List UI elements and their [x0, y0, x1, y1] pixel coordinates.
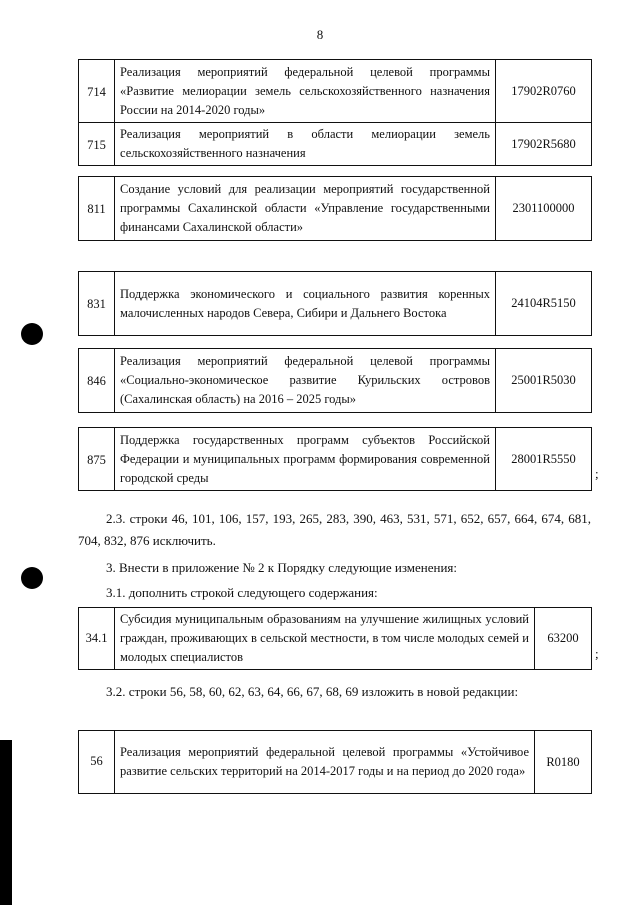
- row-number: 875: [79, 428, 115, 491]
- row-code: 17902R0760: [496, 60, 592, 123]
- punch-hole: [21, 323, 43, 345]
- table-row: [79, 177, 592, 241]
- row-number: 56: [79, 731, 115, 794]
- paragraph-3: 3. Внести в приложение № 2 к Порядку следующие изменения:: [106, 560, 457, 575]
- budget-table-846: [78, 348, 592, 413]
- table-row: [79, 349, 592, 413]
- row-code: 17902R5680: [496, 123, 592, 166]
- row-text: Реализация мероприятий в области мелиорации земель сельскохозяйственного назначения: [115, 123, 496, 166]
- semicolon: ;: [595, 466, 599, 481]
- row-text: Субсидия муниципальным образованиям на улучшение жилищных условий граждан, проживающих в сельской местности, в том числе молодых семей и молодых специалистов: [115, 608, 535, 670]
- paragraph-3-1: 3.1. дополнить строкой следующего содержания:: [106, 585, 378, 600]
- row-code: 2301100000: [496, 177, 592, 241]
- row-number: 714: [79, 60, 115, 123]
- row-code: 63200: [535, 608, 592, 670]
- punch-hole: [21, 567, 43, 589]
- budget-table-831: [78, 271, 592, 336]
- row-code: 24104R5150: [496, 272, 592, 336]
- row-text: Создание условий для реализации мероприятий государственной программы Сахалинской области «Управление государственными финансами Сахалинской области»: [115, 177, 496, 241]
- row-number: 715: [79, 123, 115, 166]
- paragraph-3-2: 3.2. строки 56, 58, 60, 62, 63, 64, 66, 67, 68, 69 изложить в новой редакции:: [106, 684, 519, 699]
- row-text: Реализация мероприятий федеральной целевой программы «Развитие мелиорации земель сельскохозяйственного назначения России на 2014-2020 годы»: [115, 60, 496, 123]
- table-row: [79, 272, 592, 336]
- table-row: [79, 428, 592, 491]
- row-number: 811: [79, 177, 115, 241]
- row-code: R0180: [535, 731, 592, 794]
- table-row: [79, 123, 592, 166]
- budget-table-34-1: [78, 607, 592, 670]
- row-number: 831: [79, 272, 115, 336]
- row-text: Поддержка экономического и социального развития коренных малочисленных народов Севера, Сибири и Дальнего Востока: [115, 272, 496, 336]
- budget-table-714-715: [78, 59, 592, 166]
- row-text: Реализация мероприятий федеральной целевой программы «Устойчивое развитие сельских территорий на 2014-2017 годы и на период до 2020 года»: [115, 731, 535, 794]
- scan-edge-shadow: [0, 740, 12, 905]
- row-code: 28001R5550: [496, 428, 592, 491]
- budget-table-875: [78, 427, 592, 491]
- paragraph-2-3: 2.3. строки 46, 101, 106, 157, 193, 265, 283, 390, 463, 531, 571, 652, 657, 664, 674, 681, 704, 832, 876 исключить.: [78, 511, 591, 548]
- row-code: 25001R5030: [496, 349, 592, 413]
- row-text: Реализация мероприятий федеральной целевой программы «Социально-экономическое развитие Курильских островов (Сахалинская область) на 2016 – 2025 годы»: [115, 349, 496, 413]
- semicolon: ;: [595, 646, 599, 661]
- row-number: 34.1: [79, 608, 115, 670]
- table-row: [79, 731, 592, 794]
- row-text: Поддержка государственных программ субъектов Российской Федерации и муниципальных программ формирования современной городской среды: [115, 428, 496, 491]
- row-number: 846: [79, 349, 115, 413]
- page-number: 8: [316, 27, 324, 42]
- table-row: [79, 60, 592, 123]
- budget-table-56: [78, 730, 592, 794]
- table-row: [79, 608, 592, 670]
- budget-table-811: [78, 176, 592, 241]
